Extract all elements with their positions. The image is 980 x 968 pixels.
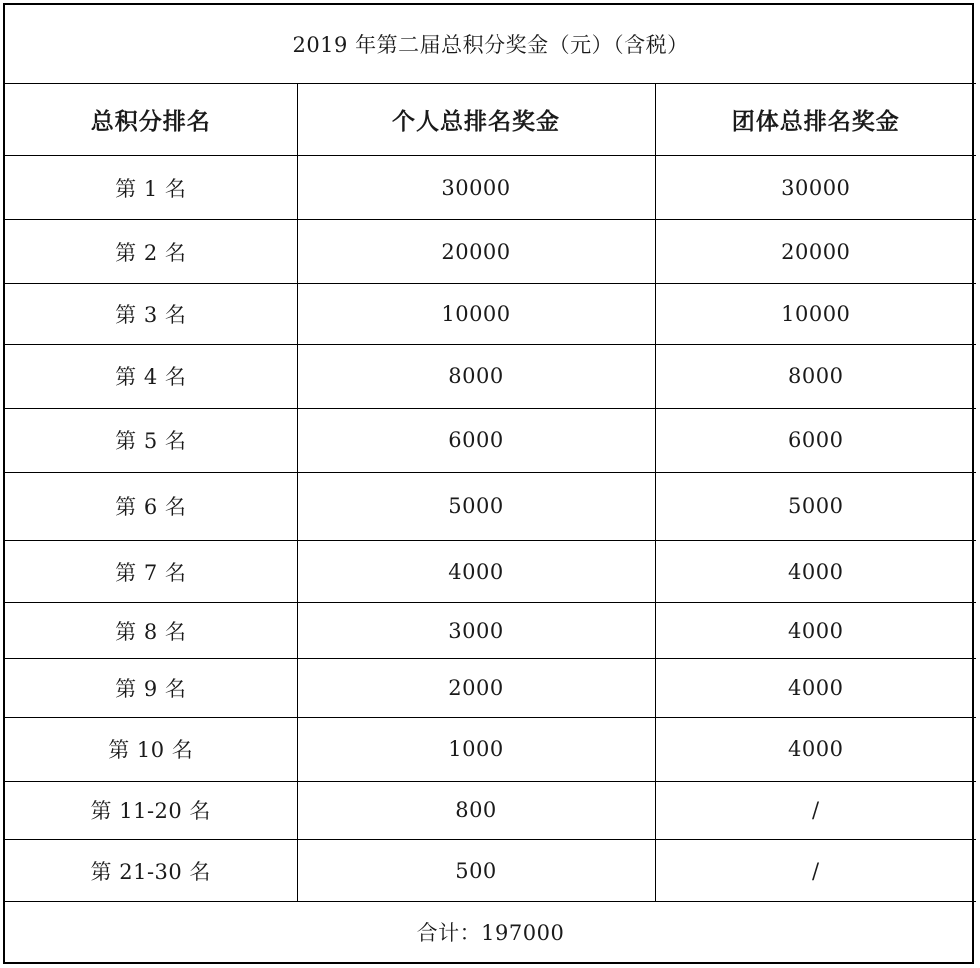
table-row (5, 220, 976, 284)
table-row (5, 839, 976, 901)
individual-prize-cell: 500 (297, 839, 655, 901)
table-row (5, 541, 976, 603)
individual-prize-cell: 20000 (297, 220, 655, 284)
header-individual-prize: 个人总排名奖金 (297, 83, 655, 155)
team-prize-cell: 30000 (655, 155, 976, 219)
team-prize-cell: 4000 (655, 603, 976, 659)
rank-cell: 第 21-30 名 (5, 839, 297, 901)
table-title-row (5, 5, 976, 83)
rank-cell: 第 1 名 (5, 155, 297, 219)
team-prize-cell: 4000 (655, 541, 976, 603)
table-footer-row (5, 902, 976, 962)
team-prize-cell: 10000 (655, 284, 976, 344)
rank-cell: 第 3 名 (5, 284, 297, 344)
individual-prize-cell: 3000 (297, 603, 655, 659)
team-prize-cell: / (655, 839, 976, 901)
table-row (5, 408, 976, 472)
team-prize-cell: 20000 (655, 220, 976, 284)
team-prize-cell: 6000 (655, 408, 976, 472)
individual-prize-cell: 8000 (297, 344, 655, 408)
table-row (5, 284, 976, 344)
rank-cell: 第 5 名 (5, 408, 297, 472)
individual-prize-cell: 1000 (297, 717, 655, 781)
table-row (5, 472, 976, 540)
prize-table (5, 5, 976, 962)
team-prize-cell: / (655, 781, 976, 839)
table-header-row (5, 83, 976, 155)
individual-prize-cell: 2000 (297, 659, 655, 717)
individual-prize-cell: 6000 (297, 408, 655, 472)
table-row (5, 603, 976, 659)
individual-prize-cell: 4000 (297, 541, 655, 603)
rank-cell: 第 10 名 (5, 717, 297, 781)
team-prize-cell: 5000 (655, 472, 976, 540)
header-rank: 总积分排名 (5, 83, 297, 155)
table-row (5, 717, 976, 781)
total-sum: 合计：197000 (5, 902, 976, 962)
table-title: 2019 年第二届总积分奖金（元）（含税） (5, 5, 976, 83)
individual-prize-cell: 800 (297, 781, 655, 839)
prize-table-sheet (3, 3, 974, 964)
rank-cell: 第 6 名 (5, 472, 297, 540)
table-row (5, 155, 976, 219)
rank-cell: 第 4 名 (5, 344, 297, 408)
team-prize-cell: 8000 (655, 344, 976, 408)
table-row (5, 781, 976, 839)
table-row (5, 659, 976, 717)
rank-cell: 第 11-20 名 (5, 781, 297, 839)
table-row (5, 344, 976, 408)
individual-prize-cell: 30000 (297, 155, 655, 219)
individual-prize-cell: 10000 (297, 284, 655, 344)
header-team-prize: 团体总排名奖金 (655, 83, 976, 155)
team-prize-cell: 4000 (655, 717, 976, 781)
team-prize-cell: 4000 (655, 659, 976, 717)
rank-cell: 第 7 名 (5, 541, 297, 603)
rank-cell: 第 9 名 (5, 659, 297, 717)
individual-prize-cell: 5000 (297, 472, 655, 540)
rank-cell: 第 2 名 (5, 220, 297, 284)
rank-cell: 第 8 名 (5, 603, 297, 659)
